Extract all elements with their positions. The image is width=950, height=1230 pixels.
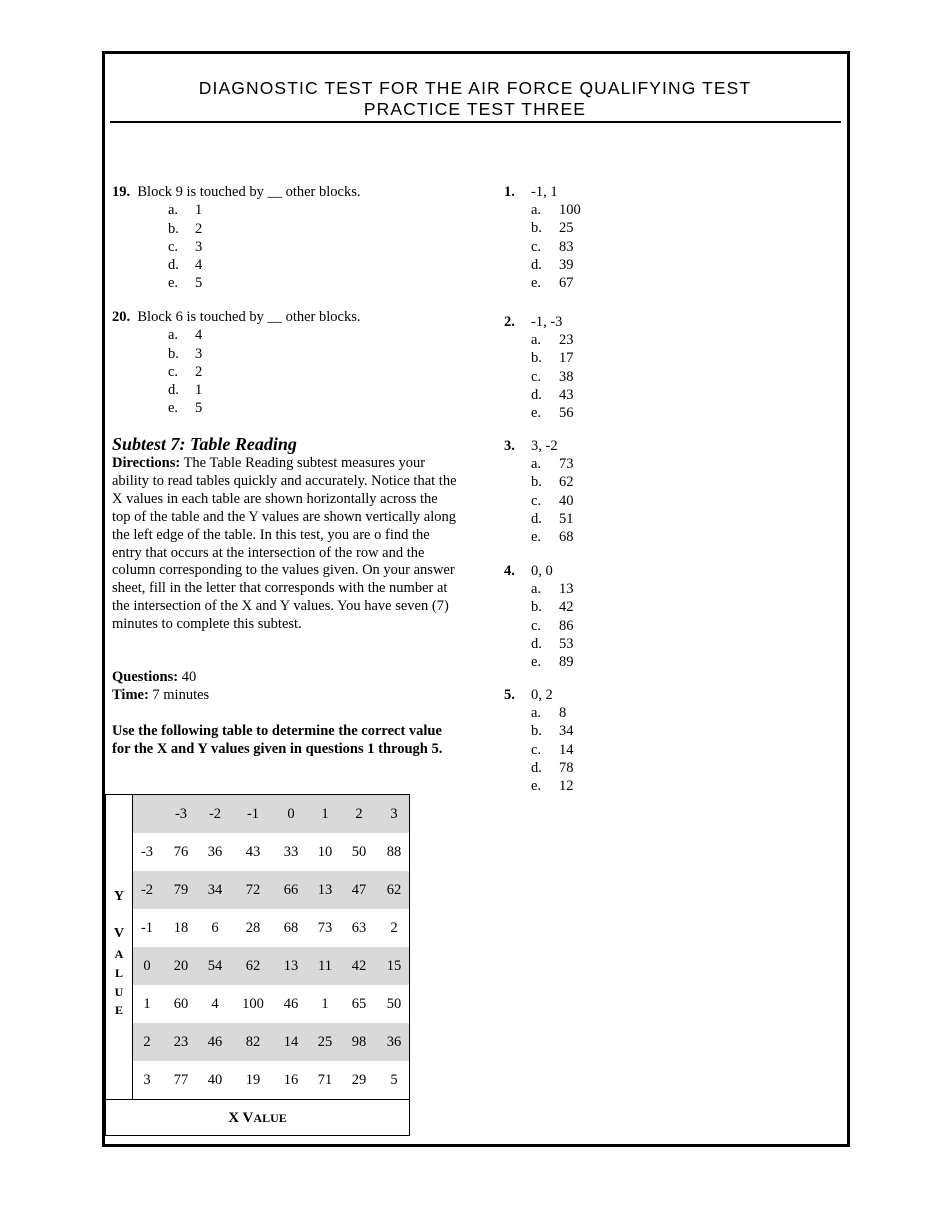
answer-option[interactable]: e. 56 bbox=[531, 405, 574, 422]
table-cell: 2 bbox=[390, 920, 398, 936]
answer-option[interactable]: c. 38 bbox=[531, 368, 574, 385]
answer-option[interactable]: a. 4 bbox=[168, 327, 203, 344]
table-cell: 71 bbox=[317, 1072, 333, 1088]
question-text: -1, 1 bbox=[531, 184, 558, 200]
table-cell: 34 bbox=[207, 882, 223, 898]
y-header-cell: 2 bbox=[143, 1034, 151, 1050]
table-cell: 29 bbox=[351, 1072, 367, 1088]
table-cell: 73 bbox=[317, 920, 333, 936]
answer-option[interactable]: a. 8 bbox=[531, 705, 567, 722]
y-label-letter: V bbox=[113, 926, 125, 941]
table-row bbox=[133, 985, 409, 1023]
y-value-label bbox=[106, 795, 133, 1099]
table-cell: 1 bbox=[321, 996, 329, 1012]
answer-option[interactable]: d. 4 bbox=[168, 257, 203, 274]
subtest-title: Subtest 7: Table Reading bbox=[112, 434, 297, 454]
table-cell: 15 bbox=[386, 958, 402, 974]
table-cell: 66 bbox=[283, 882, 299, 898]
table-cell: 18 bbox=[173, 920, 189, 936]
question-3 bbox=[504, 437, 574, 546]
y-header-cell: 3 bbox=[143, 1072, 151, 1088]
table-cell: 4 bbox=[211, 996, 219, 1012]
table-cell: 65 bbox=[351, 996, 367, 1012]
question-5 bbox=[504, 686, 574, 795]
table-header-row bbox=[133, 795, 409, 833]
table-cell: 54 bbox=[207, 958, 223, 974]
x-header-cell: 1 bbox=[321, 806, 329, 822]
table-cell: 6 bbox=[211, 920, 219, 936]
answer-option[interactable]: c. 3 bbox=[168, 238, 203, 255]
table-cell: 20 bbox=[173, 958, 189, 974]
answer-option[interactable]: d. 1 bbox=[168, 382, 203, 399]
question-text: Block 9 is touched by __ other blocks. bbox=[137, 184, 361, 200]
header-title: DIAGNOSTIC TEST FOR THE AIR FORCE QUALIFYING TEST bbox=[198, 78, 752, 98]
table-cell: 13 bbox=[283, 958, 299, 974]
answer-option[interactable]: d. 43 bbox=[531, 386, 574, 403]
question-text: Block 6 is touched by __ other blocks. bbox=[137, 309, 361, 325]
table-cell: 23 bbox=[173, 1034, 189, 1050]
table-cell: 40 bbox=[207, 1072, 223, 1088]
y-label-letter: L bbox=[114, 966, 123, 980]
answer-option[interactable]: b. 34 bbox=[531, 723, 574, 740]
y-label-letter: Y bbox=[113, 889, 125, 904]
table-cell: 11 bbox=[318, 958, 332, 974]
table-cell: 43 bbox=[245, 844, 261, 860]
table-cell: 98 bbox=[351, 1034, 367, 1050]
lookup-table bbox=[105, 794, 410, 1136]
answer-option[interactable]: c. 86 bbox=[531, 617, 574, 634]
table-cell: 72 bbox=[245, 882, 261, 898]
time-label: Time: bbox=[112, 687, 149, 703]
question-number: 1. bbox=[504, 184, 515, 200]
table-cell: 14 bbox=[283, 1034, 299, 1050]
y-header-cell: -3 bbox=[140, 844, 154, 860]
table-cell: 46 bbox=[283, 996, 299, 1012]
answer-option[interactable]: b. 42 bbox=[531, 599, 574, 616]
table-cell: 19 bbox=[245, 1072, 261, 1088]
table-cell: 42 bbox=[351, 958, 367, 974]
answer-option[interactable]: d. 53 bbox=[531, 635, 574, 652]
table-cell: 68 bbox=[283, 920, 299, 936]
table-cell: 79 bbox=[173, 882, 189, 898]
table-cell: 50 bbox=[351, 844, 367, 860]
answer-option[interactable]: b. 2 bbox=[168, 220, 203, 237]
question-number: 20. bbox=[112, 309, 131, 325]
y-label-letter: A bbox=[114, 947, 124, 961]
answer-option[interactable]: b. 62 bbox=[531, 474, 574, 491]
y-label-letter: U bbox=[114, 985, 124, 999]
table-cell: 62 bbox=[386, 882, 402, 898]
answer-option[interactable]: a. 73 bbox=[531, 456, 574, 473]
header-divider bbox=[110, 121, 841, 123]
answer-option[interactable]: e. 89 bbox=[531, 654, 574, 671]
table-row bbox=[133, 1023, 409, 1061]
question-text: -1, -3 bbox=[531, 314, 563, 330]
question-2 bbox=[504, 313, 574, 422]
question-number: 5. bbox=[504, 687, 515, 703]
answer-option[interactable]: d. 78 bbox=[531, 759, 574, 776]
time-value: 7 minutes bbox=[148, 687, 210, 703]
table-row bbox=[133, 909, 409, 947]
question-1 bbox=[504, 183, 581, 292]
directions-text: The Table Reading subtest measures your ability to read tables quickly and accurately. Notice that the X values in each table are shown horizontally across the top of the table and the Y values are shown vertically along the left edge of the table. In this test, you are o find the entry that occurs at the intersection of the row and the column corresponding to the values given. On your answer sheet, fill in the letter that corresponds with the number at the intersection of the X and Y values. You have seven (7) minutes to complete this subtest. bbox=[112, 455, 457, 633]
x-header-cell: 3 bbox=[390, 806, 398, 822]
table-cell: 13 bbox=[317, 882, 333, 898]
y-header-cell: 1 bbox=[143, 996, 151, 1012]
x-header-cell: 0 bbox=[287, 806, 295, 822]
x-header-cell: -2 bbox=[208, 806, 222, 822]
answer-option[interactable]: a. 1 bbox=[168, 202, 203, 219]
table-cell: 47 bbox=[351, 882, 367, 898]
questions-label: Questions: bbox=[112, 669, 179, 685]
y-header-cell: -1 bbox=[140, 920, 154, 936]
table-cell: 16 bbox=[283, 1072, 299, 1088]
x-value-label: X VALUE bbox=[106, 1099, 409, 1136]
question-4 bbox=[504, 562, 574, 671]
answer-option[interactable]: e. 5 bbox=[168, 275, 203, 292]
table-cell: 88 bbox=[386, 844, 402, 860]
table-instruction: Use the following table to determine the correct value for the X and Y values given in questions 1 through 5. bbox=[112, 723, 443, 757]
x-header-cell: -3 bbox=[174, 806, 188, 822]
table-cell: 77 bbox=[173, 1072, 189, 1088]
question-text: 0, 0 bbox=[531, 563, 553, 579]
table-cell: 82 bbox=[245, 1034, 261, 1050]
question-19 bbox=[112, 183, 360, 293]
y-header-cell: 0 bbox=[143, 958, 151, 974]
x-header-cell: -1 bbox=[246, 806, 260, 822]
table-cell: 63 bbox=[351, 920, 367, 936]
y-header-cell: -2 bbox=[140, 882, 154, 898]
header-subtitle: PRACTICE TEST THREE bbox=[363, 99, 587, 119]
table-cell: 5 bbox=[390, 1072, 398, 1088]
answer-option[interactable]: b. 3 bbox=[168, 345, 203, 362]
table-cell: 62 bbox=[245, 958, 261, 974]
table-row bbox=[133, 947, 409, 985]
question-number: 3. bbox=[504, 438, 515, 454]
directions-label: Directions: bbox=[112, 455, 181, 471]
page-header bbox=[0, 78, 950, 120]
question-20 bbox=[112, 308, 360, 418]
table-cell: 50 bbox=[386, 996, 402, 1012]
table-cell: 36 bbox=[386, 1034, 402, 1050]
answer-option[interactable]: e. 5 bbox=[168, 400, 203, 417]
table-row bbox=[133, 1061, 409, 1099]
table-row bbox=[133, 871, 409, 909]
subtest-meta bbox=[112, 668, 209, 704]
answer-option[interactable]: a. 23 bbox=[531, 332, 574, 349]
answer-option[interactable]: e. 68 bbox=[531, 529, 574, 546]
answer-option[interactable]: e. 12 bbox=[531, 778, 574, 795]
table-row bbox=[133, 833, 409, 871]
table-cell: 28 bbox=[245, 920, 261, 936]
answer-option[interactable]: d. 39 bbox=[531, 256, 574, 273]
x-header-cell: 2 bbox=[355, 806, 363, 822]
directions-paragraph bbox=[112, 455, 457, 634]
y-label-letter: E bbox=[114, 1003, 123, 1017]
table-cell: 60 bbox=[173, 996, 189, 1012]
answer-option[interactable]: a. 100 bbox=[531, 202, 581, 219]
answer-option[interactable]: c. 83 bbox=[531, 238, 574, 255]
answer-option[interactable]: c. 2 bbox=[168, 363, 203, 380]
question-text: 0, 2 bbox=[531, 687, 553, 703]
table-cell: 25 bbox=[317, 1034, 333, 1050]
table-cell: 10 bbox=[317, 844, 333, 860]
answer-option[interactable]: a. 13 bbox=[531, 581, 574, 598]
answer-option[interactable]: c. 14 bbox=[531, 741, 574, 758]
table-cell: 46 bbox=[207, 1034, 223, 1050]
answer-option[interactable]: b. 17 bbox=[531, 350, 574, 367]
table-cell: 100 bbox=[242, 996, 264, 1012]
question-number: 19. bbox=[112, 184, 131, 200]
table-grid bbox=[133, 795, 409, 1099]
question-number: 2. bbox=[504, 314, 515, 330]
answer-option[interactable]: b. 25 bbox=[531, 220, 574, 237]
questions-value: 40 bbox=[178, 669, 197, 685]
table-cell: 36 bbox=[207, 844, 223, 860]
question-text: 3, -2 bbox=[531, 438, 558, 454]
subtest-section bbox=[112, 434, 457, 634]
answer-option[interactable]: e. 67 bbox=[531, 275, 574, 292]
answer-option[interactable]: c. 40 bbox=[531, 492, 574, 509]
answer-option[interactable]: d. 51 bbox=[531, 510, 574, 527]
table-cell: 76 bbox=[173, 844, 189, 860]
question-number: 4. bbox=[504, 563, 515, 579]
table-cell: 33 bbox=[283, 844, 299, 860]
